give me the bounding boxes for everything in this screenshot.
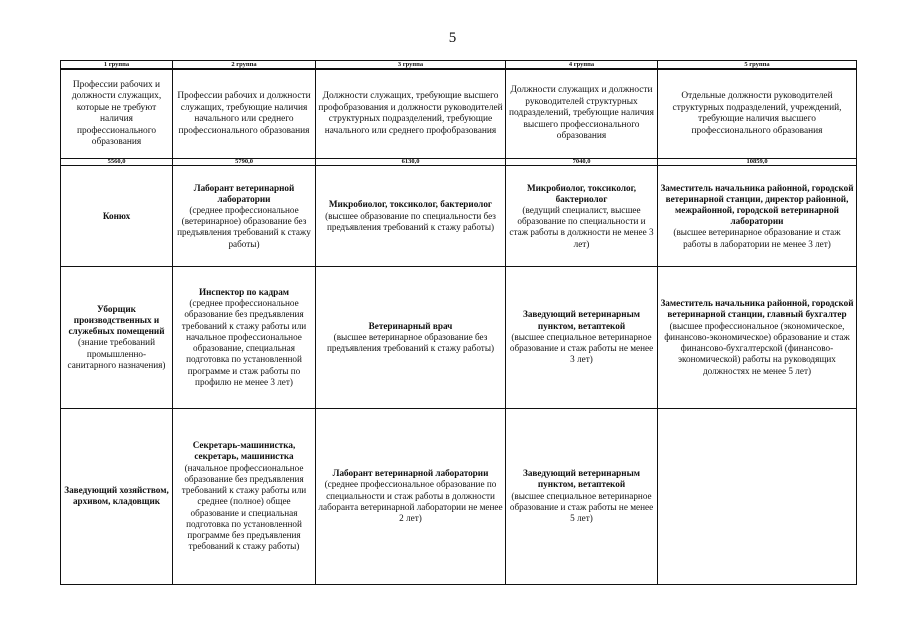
table-row xyxy=(61,267,857,408)
group-2-salary: 5790,0 xyxy=(173,159,316,166)
group-4-description: Должности служащих и должности руководителей структурных подразделений, требующие наличия высшего профессионального образования xyxy=(506,69,658,159)
group-1-description: Профессии рабочих и должности служащих, которые не требуют наличия профессионального образования xyxy=(61,69,173,159)
position-requirements: (высшее ветеринарное образование без предъявления требований к стажу работы) xyxy=(326,331,495,354)
position-title: Инспектор по кадрам xyxy=(198,287,290,297)
table-cell xyxy=(506,166,658,267)
group-5-header: 5 группа xyxy=(658,61,857,70)
page-number: 5 xyxy=(448,30,457,46)
group-1-header: 1 группа xyxy=(61,61,173,70)
table-row xyxy=(61,166,857,267)
salary-row xyxy=(61,159,857,166)
group-5-description: Отдельные должности руководителей структурных подразделений, учреждений, требующие наличия высшего профессионального образования xyxy=(658,69,857,159)
position-requirements: (высшее специальное ветеринарное образование и стаж работы не менее 5 лет) xyxy=(509,490,654,524)
position-requirements: (высшее профессиональное (экономическое, финансово-экономическое) образование и стаж финансово-бухгалтерской (финансово-экономической) работы на руководящих должностях не менее 5 лет) xyxy=(664,320,850,376)
position-title: Микробиолог, токсиколог, бактериолог xyxy=(328,199,493,210)
group-3-salary: 6130,0 xyxy=(316,159,506,166)
row-label xyxy=(61,267,173,408)
position-title: Заместитель начальника районной, городской ветеринарной станции, главный бухгалтер xyxy=(660,298,854,320)
row-label xyxy=(61,408,173,584)
group-description-row xyxy=(61,69,857,159)
position-requirements: (ведущий специалист, высшее образование по специальности и стаж работы в должности не менее 3 лет) xyxy=(509,205,654,249)
table-cell xyxy=(316,408,506,584)
table-cell xyxy=(173,267,316,408)
row-label-text: Уборщик производственных и служебных помещений xyxy=(68,303,165,337)
group-3-header: 3 группа xyxy=(316,61,506,70)
group-header-row xyxy=(61,61,857,70)
table-cell xyxy=(506,267,658,408)
table-cell xyxy=(658,166,857,267)
group-4-salary: 7040,0 xyxy=(506,159,658,166)
group-4-header: 4 группа xyxy=(506,61,658,70)
table-cell xyxy=(173,166,316,267)
position-title: Микробиолог, токсиколог, бактериолог xyxy=(526,182,637,204)
position-title: Заведующий ветеринарным пунктом, ветаптекой xyxy=(522,468,641,490)
empty-cell xyxy=(658,408,857,584)
group-2-header: 2 группа xyxy=(173,61,316,70)
position-requirements: (высшее образование по специальности без предъявления требований к стажу работы) xyxy=(325,210,496,232)
row-label-text: Конюх xyxy=(102,210,131,221)
group-3-description: Должности служащих, требующие высшего профобразования и должности руководителей структурных подразделений, требующие начального или среднего профобразования xyxy=(316,69,506,159)
table-cell xyxy=(658,267,857,408)
position-requirements: (среднее профессиональное образование по специальности и стаж работы в должности лаборанта ветеринарной лаборатории не менее 2 лет) xyxy=(318,479,503,524)
table-cell xyxy=(316,267,506,408)
position-title: Заместитель начальника районной, городской ветеринарной станции, директор районной, межрайонной, городской ветеринарной лаборатории xyxy=(660,182,854,227)
group-1-salary: 5560,0 xyxy=(61,159,173,166)
group-5-salary: 10859,0 xyxy=(658,159,857,166)
table-cell xyxy=(506,408,658,584)
position-groups-table xyxy=(60,60,857,585)
position-requirements: (начальное профессиональное образование без предъявления требований к стажу работы или среднее (полное) общее образование и специальная подготовка по установленной программе без предъявления требований к стажу работы) xyxy=(181,462,307,552)
position-requirements: (высшее ветеринарное образование и стаж работы в лаборатории не менее 3 лет) xyxy=(673,227,841,249)
position-title: Ветеринарный врач xyxy=(368,320,453,331)
position-title: Лаборант ветеринарной лаборатории xyxy=(332,468,489,479)
position-requirements: (высшее специальное ветеринарное образование и стаж работы не менее 3 лет) xyxy=(509,331,654,365)
table-cell xyxy=(173,408,316,584)
table-row xyxy=(61,408,857,584)
row-label-note: (знание требований промышленно-санитарного назначения) xyxy=(67,337,166,370)
table-cell xyxy=(316,166,506,267)
position-title: Лаборант ветеринарной лаборатории xyxy=(193,182,295,204)
position-title: Секретарь-машинистка, секретарь, машинистка xyxy=(192,440,296,462)
position-requirements: (среднее профессиональное (ветеринарное) образование без предъявления требований к стажу работы) xyxy=(177,205,311,249)
group-2-description: Профессии рабочих и должности служащих, требующие наличия начального или среднего профессионального образования xyxy=(173,69,316,159)
position-requirements: (среднее профессиональное образование без предъявления требований к стажу работы или начальное профессиональное образование, специальная подготовка по установленной программе и стаж работы по профилю не менее 3 лет) xyxy=(181,298,307,387)
row-label xyxy=(61,166,173,267)
row-label-text: Заведующий хозяйством, архивом, кладовщик xyxy=(64,485,169,507)
position-title: Заведующий ветеринарным пунктом, ветаптекой xyxy=(522,309,641,331)
